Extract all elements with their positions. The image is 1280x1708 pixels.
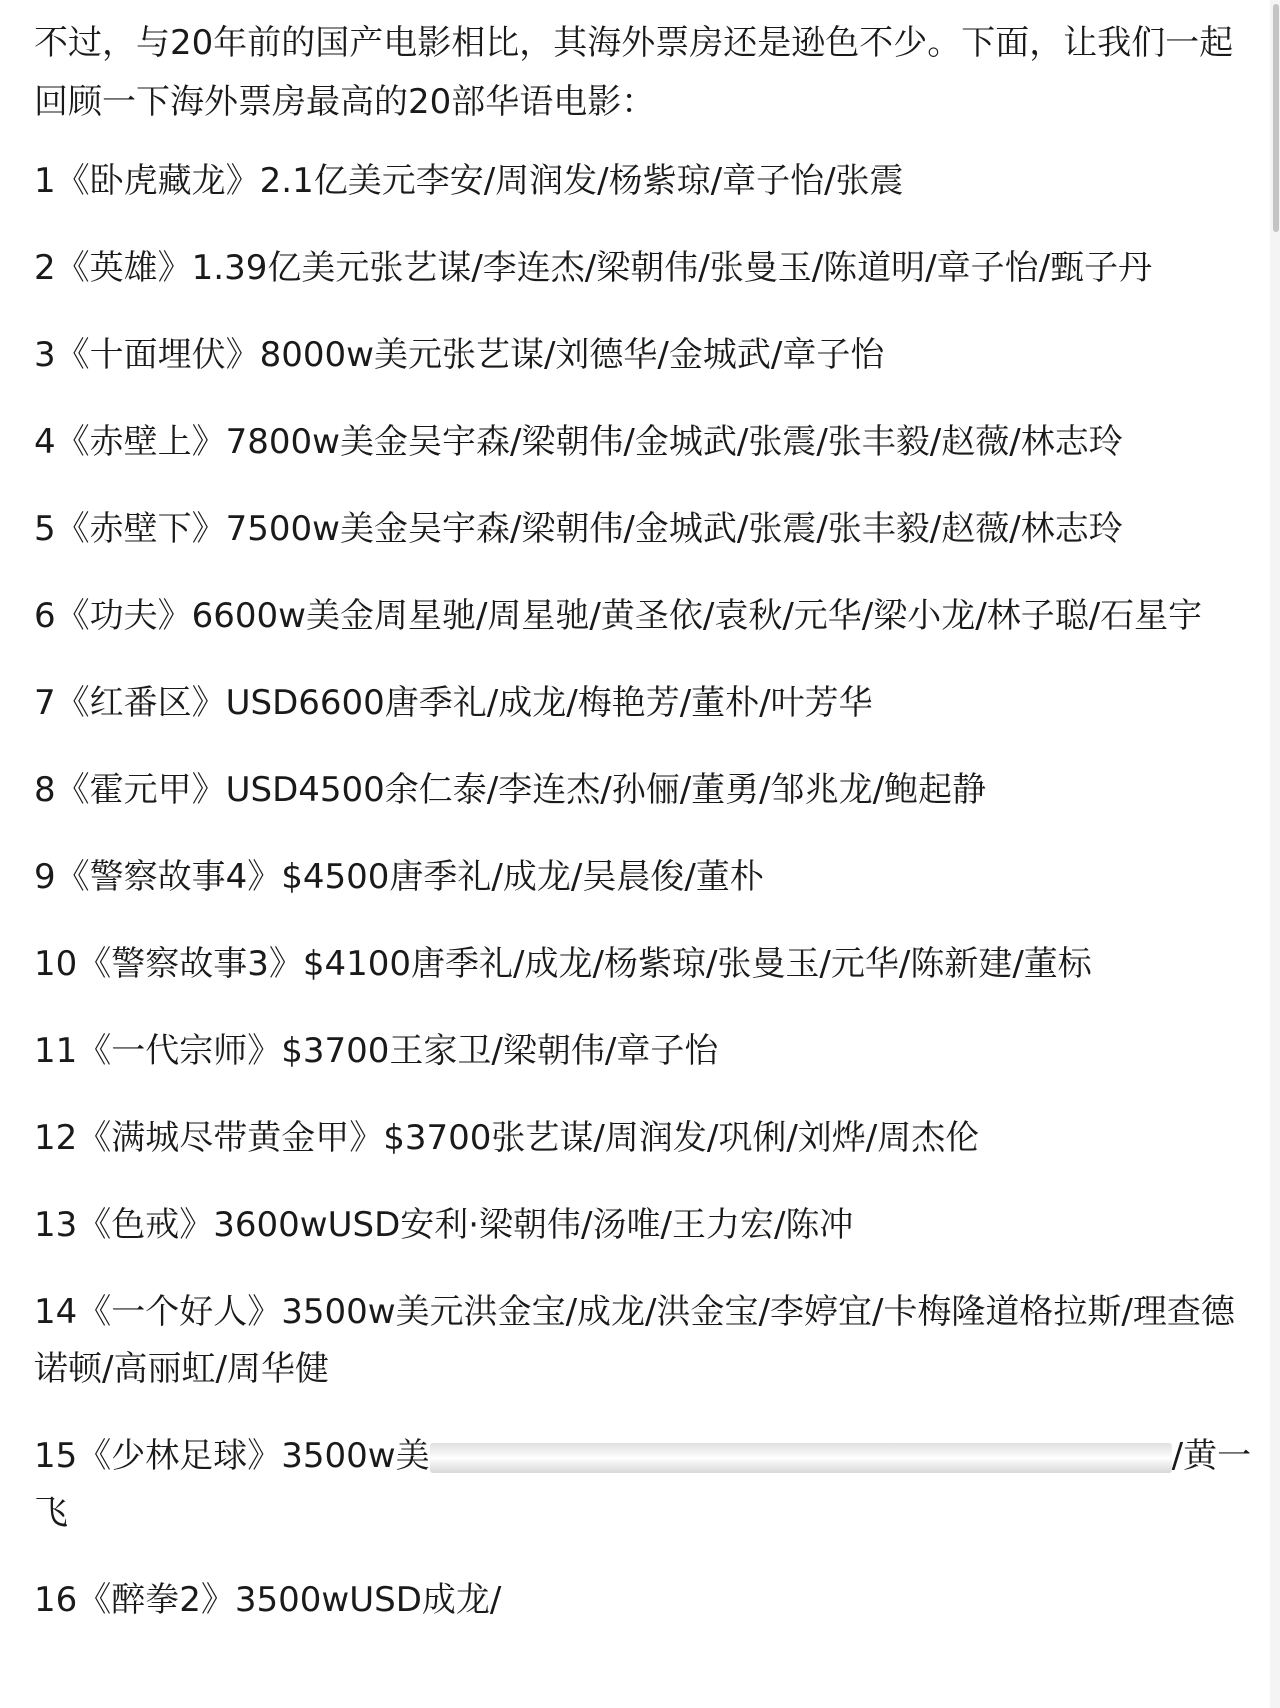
list-item: 3《十面埋伏》8000w美元张艺谋/刘德华/金城武/章子怡 — [34, 335, 885, 375]
list-item-masked — [34, 1428, 1254, 1542]
list-item-text-before: 15《少林足球》3500w美 — [34, 1436, 430, 1476]
list-item: 7《红番区》USD6600唐季礼/成龙/梅艳芳/董朴/叶芳华 — [34, 683, 873, 723]
list-item: 1《卧虎藏龙》2.1亿美元李安/周润发/杨紫琼/章子怡/张震 — [34, 161, 904, 201]
list-item: 14《一个好人》3500w美元洪金宝/成龙/洪金宝/李婷宜/卡梅隆道格拉斯/理查德诺顿/高丽虹/周华健 — [34, 1292, 1235, 1389]
scrollbar-thumb[interactable] — [1273, 4, 1279, 232]
box-office-list — [34, 153, 1254, 1629]
list-item: 2《英雄》1.39亿美元张艺谋/李连杰/梁朝伟/张曼玉/陈道明/章子怡/甄子丹 — [34, 248, 1153, 288]
list-item: 8《霍元甲》USD4500余仁泰/李连杰/孙俪/董勇/邹兆龙/鲍起静 — [34, 770, 987, 810]
redaction-smudge — [430, 1443, 1172, 1473]
list-item: 11《一代宗师》$3700王家卫/梁朝伟/章子怡 — [34, 1031, 719, 1071]
list-item: 5《赤壁下》7500w美金吴宇森/梁朝伟/金城武/张震/张丰毅/赵薇/林志玲 — [34, 509, 1123, 549]
list-item: 4《赤壁上》7800w美金吴宇森/梁朝伟/金城武/张震/张丰毅/赵薇/林志玲 — [34, 422, 1123, 462]
article-body — [34, 14, 1254, 1629]
list-item: 10《警察故事3》$4100唐季礼/成龙/杨紫琼/张曼玉/元华/陈新建/董标 — [34, 944, 1092, 984]
list-item-text-after: /黄一飞 — [34, 1436, 1252, 1533]
list-item: 16《醉拳2》3500wUSD成龙/ — [34, 1580, 502, 1620]
list-item: 6《功夫》6600w美金周星驰/周星驰/黄圣依/袁秋/元华/梁小龙/林子聪/石星宇 — [34, 596, 1203, 636]
scrollbar[interactable] — [1270, 0, 1280, 1708]
list-item: 12《满城尽带黄金甲》$3700张艺谋/周润发/巩俐/刘烨/周杰伦 — [34, 1118, 980, 1158]
list-item: 9《警察故事4》$4500唐季礼/成龙/吴晨俊/董朴 — [34, 857, 764, 897]
article-intro: 不过，与20年前的国产电影相比，其海外票房还是逊色不少。下面，让我们一起回顾一下海外票房最高的20部华语电影： — [34, 23, 1234, 122]
list-item: 13《色戒》3600wUSD安利·梁朝伟/汤唯/王力宏/陈冲 — [34, 1205, 854, 1245]
